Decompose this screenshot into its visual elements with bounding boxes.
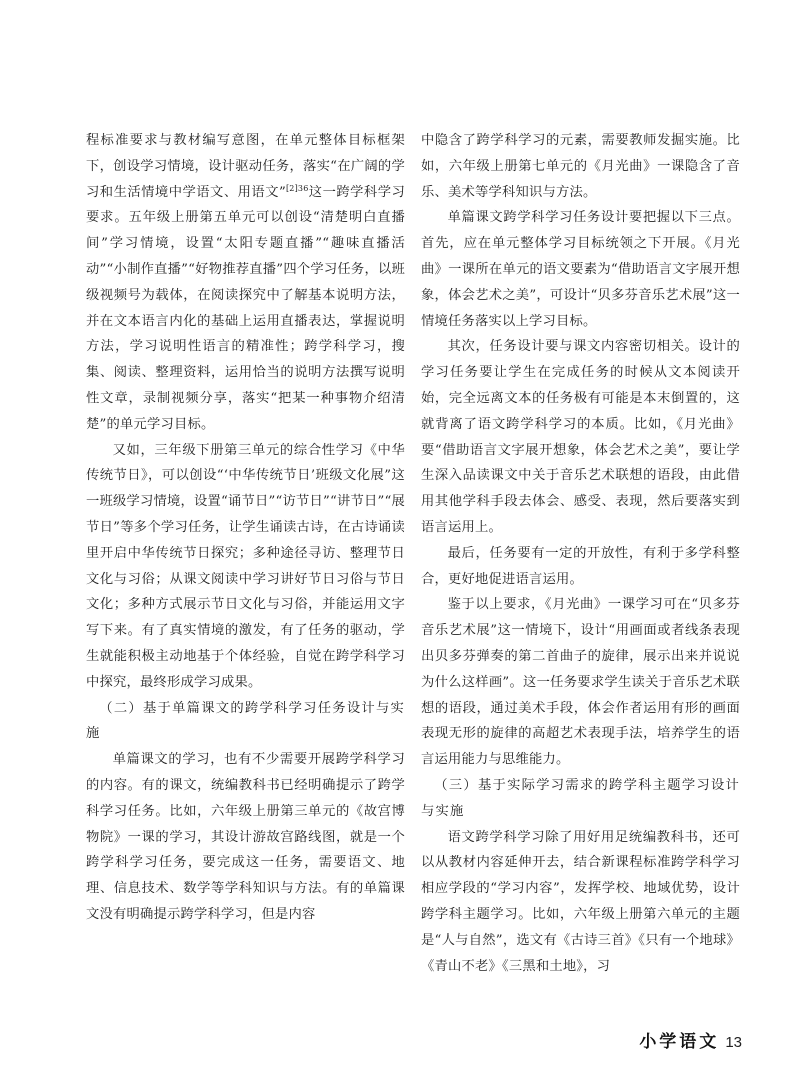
section-heading: （三）基于实际学习需求的跨学科主题学习设计与实施: [421, 777, 740, 819]
page-number: 13: [725, 1034, 742, 1051]
paragraph: 单篇课文的学习，也有不少需要开展跨学科学习的内容。有的课文，统编教科书已经明确提示了跨学科学习任务。比如，六年级上册第三单元的《故宫博物院》一课的学习，其设计游故宫路线图，就是一个跨学科学习任务，要完成这一任务，需要语文、地理、信息技术、数学等学科知识与方法。有的单篇课文没有明确提示跨学科学习，但是内容: [86, 752, 405, 922]
paragraph-text: 程标准要求与教材编写意图，在单元整体目标框架下，创设学习情境，设计驱动任务，落实“在广阔的学习和生活情境中学语文、用语文”: [86, 133, 405, 200]
paragraph: 其次，任务设计要与课文内容密切相关。设计的学习任务要让学生在完成任务的时候从文本阅读开始，完全远离文本的任务极有可能是本末倒置的，这就背离了语文跨学科学习的本质。比如，《月光曲》要“借助语言文字展开想象，体会艺术之美”，要让学生深入品读课文中关于音乐艺术联想的语段，由此借用其他学科手段去体会、感受、表现，然后要落实到语言运用上。: [421, 339, 740, 535]
paragraph: 鉴于以上要求，《月光曲》一课学习可在“贝多芬音乐艺术展”这一情境下，设计“用画面或者线条表现出贝多芬弹奏的第二首曲子的旋律，展示出来并说说为什么这样画”。这一任务要求学生读关于音乐艺术联想的语段，通过美术手段，体会作者运用有形的画面表现无形的旋律的高超艺术表现手法，培养学生的语言运用能力与思维能力。: [421, 597, 740, 768]
citation-superscript: [2]36: [285, 183, 309, 193]
paragraph: 单篇课文跨学科学习任务设计要把握以下三点。首先，应在单元整体学习目标统领之下开展。《月光曲》一课所在单元的语文要素为“借助语言文字展开想象，体会艺术之美”，可设计“贝多芬音乐艺术展”这一情境任务落实以上学习目标。: [421, 210, 740, 329]
paragraph: [86, 128, 405, 438]
section-heading: （二）基于单篇课文的跨学科学习任务设计与实施: [86, 700, 405, 742]
page-footer: [639, 1027, 742, 1052]
paragraph: 中隐含了跨学科学习的元素，需要教师发掘实施。比如，六年级上册第七单元的《月光曲》一课隐含了音乐、美术等学科知识与方法。: [421, 133, 740, 200]
left-column: [86, 128, 405, 928]
paragraph: 又如，三年级下册第三单元的综合性学习《中华传统节日》，可以创设“‘中华传统节日’班级文化展”这一班级学习情境，设置“诵节日”“访节日”“讲节日”“展节日”等多个学习任务，让学生诵读古诗，在古诗诵读里开启中华传统节日探究；多种途径寻访、整理节日文化与习俗；从课文阅读中学习讲好节日习俗与节日文化；多种方式展示节日文化与习俗，并能运用文字写下来。有了真实情境的激发，有了任务的驱动，学生就能积极主动地基于个体经验，自觉在跨学科学习中探究，最终形成学习成果。: [86, 442, 405, 690]
right-column: [421, 128, 740, 979]
paragraph: 最后，任务要有一定的开放性，有利于多学科整合，更好地促进语言运用。: [421, 545, 740, 587]
paragraph-text: 这一跨学科学习要求。五年级上册第五单元可以创设“清楚明白直播间”学习情境，设置“太阳专题直播”“趣味直播活动”“小制作直播”“好物推荐直播”四个学习任务，以班级视频号为载体，在阅读探究中了解基本说明方法，并在文本语言内化的基础上运用直播表达，掌握说明方法，学习说明性语言的精准性；跨学科学习，搜集、阅读、整理资料，运用恰当的说明方法撰写说明性文章，录制视频分享，落实“把某一种事物介绍清楚”的单元学习目标。: [86, 184, 405, 432]
journal-name: 小学语文: [639, 1032, 720, 1052]
paragraph: 语文跨学科学习除了用好用足统编教科书，还可以从教材内容延伸开去，结合新课程标准跨学科学习相应学段的“学习内容”，发挥学校、地域优势，设计跨学科主题学习。比如，六年级上册第六单元的主题是“人与自然”，选文有《古诗三首》《只有一个地球》《青山不老》《三黑和土地》，习: [421, 829, 740, 974]
